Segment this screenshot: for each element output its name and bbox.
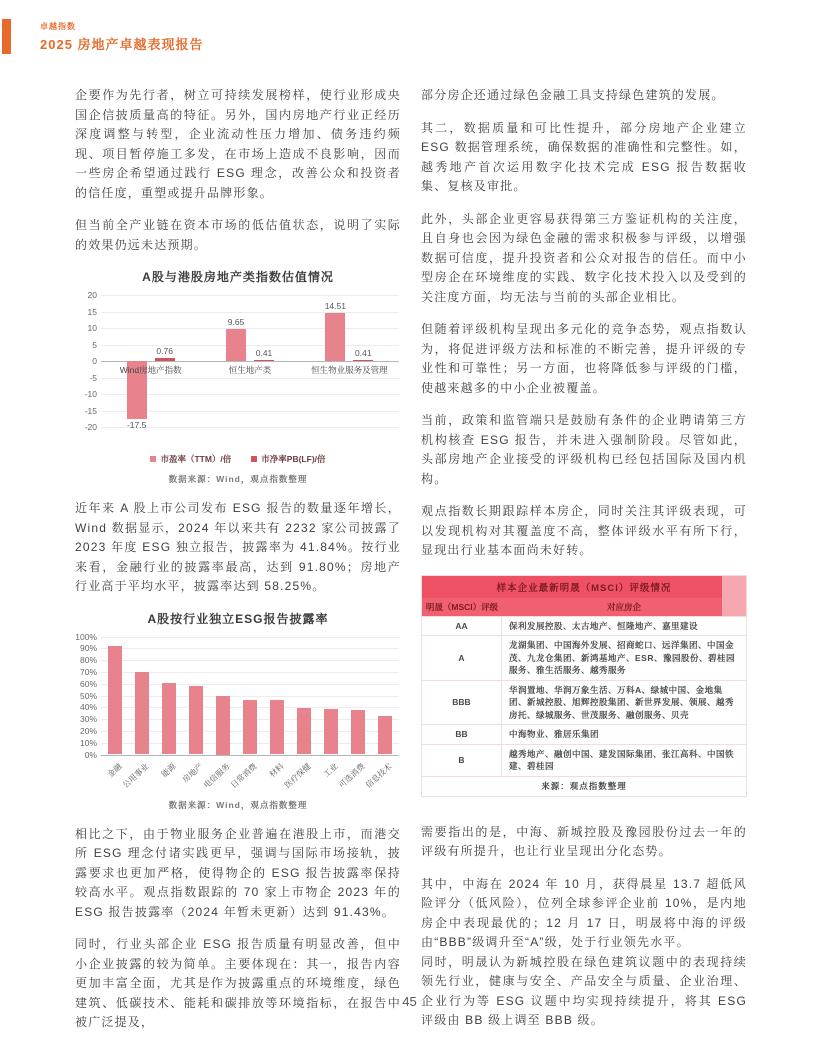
msci-table-col-rating: 明晟（MSCI）评级 [425,601,499,612]
table-row [422,616,746,636]
rating-cell: AA [422,617,502,636]
msci-table-col-companies: 对应房企 [606,601,641,612]
category-label: 材料 [267,761,286,779]
paragraph: 但当前全产业链在资本市场的低估值状态，说明了实际的效果仍远未达预期。 [75,218,401,252]
gridline [101,312,399,313]
bar-value-label: 0.41 [255,347,273,358]
gridline [101,648,399,649]
report-series-label: 卓越指数 [40,22,76,31]
paragraph: 部分房企还通过绿色金融工具支持绿色建筑的发展。 [421,88,725,102]
y-axis-tick: -15 [84,405,97,416]
paragraph: 相比之下，由于物业服务企业普遍在港股上市，而港交所 ESG 理念付诸实践更早，强调与国际市场接轨，披露要求也更加严格，使得物企的 ESG 报告披露率保持较高水平。观点指数跟踪的 70 家上市物企 2023 年的 ESG 报告披露率（2024 年暂未更新）达到 91.43%。 [75,826,401,919]
paragraph: 企要作为先行者，树立可持续发展榜样，使行业形成央国企信披质量高的特征。另外，国内房地产行业正经历深度调整与转型，企业流动性压力增加、债务违约频现、项目暂停施工多发，在市场上造成不良影响，因而一些房企希望通过践行 ESG 理念，改善公众和投资者的信任度，重塑或提升品牌形象。 [75,88,401,200]
valuation-chart-title: A股与港股房地产类指数估值情况 [142,270,334,284]
bar-value-label: 9.65 [227,317,245,328]
paragraph: 此外，头部企业更容易获得第三方鉴证机构的关注度，且自身也会因为绿色金融的需求积极参与评级，以增强数据可信度，提升投资者和公众对报告的信任。而中小型房企在环境维度的实践、数字化技术投入以及受到的关注度方面，均无法与当前的头部企业相比。 [421,211,747,304]
paragraph: 其中，中海在 2024 年 10 月，获得晨星 13.7 超低风险评分（低风险），位列全球参评企业前 10%，是内地房企中表现最优的；12 月 17 日，明晟将中海的评级由“BBB”级调升至“A”级，处于行业领先水平。 [421,876,747,949]
category-label: 信息技术 [364,761,395,790]
valuation-chart-source: 数据来源：Wind，观点指数整理 [168,474,308,484]
companies-cell: 越秀地产、融创中国、建发国际集团、张江高科、中国铁建、碧桂园 [509,748,735,771]
bar [108,646,122,754]
bar [162,683,176,754]
page-number: 45 [402,994,417,1009]
category-label: 工业 [322,761,340,779]
gridline [101,660,399,661]
bar [353,360,373,361]
category-label: 日常消费 [228,761,259,790]
bar-value-label: 0.41 [355,347,372,358]
category-label: Wind房地产指数 [119,365,182,375]
rating-cell: B [422,745,502,776]
gridline [101,328,399,329]
bar [135,672,149,755]
header-accent-bar [2,19,11,54]
gridline [101,345,399,346]
bar [270,700,284,754]
y-axis-tick: 0% [84,749,97,760]
category-label: 恒生物业服务及管理 [311,365,388,375]
y-axis-tick: 80% [79,655,97,666]
legend-swatch [150,456,156,462]
category-label: 公用事业 [120,761,151,790]
companies-cell: 保利发展控股、太古地产、恒隆地产、嘉里建设 [509,620,699,631]
bar-value-label: 14.51 [324,301,346,312]
gridline [101,637,399,638]
valuation-chart [75,268,401,485]
paragraph: 同时，行业头部企业 ESG 报告质量有明显改善，但中小企业披露的较为简单。主要体现在：其一，报告内容更加丰富全面，尤其是作为披露重点的环境维度，绿色建筑、低碳技术、能耗和碳排放等环境指标，在报告中被广泛提及， [75,937,401,1029]
gridline [101,295,399,296]
y-axis-tick: -10 [84,389,97,399]
bar [189,686,203,755]
paragraph: 同时，明晟认为新城控股在绿色建筑议题中的表现持续领先行业，健康与安全、产品安全与质量、企业治理、企业行为等 ESG 议题中均实现持续提升，将其 ESG 评级由 BB 级上调至 BBB 级。 [421,954,747,1027]
table-row [422,724,746,744]
table-row [422,680,746,725]
bar-value-label: -17.5 [126,419,147,430]
valuation-chart-legend [75,453,401,465]
msci-table-body [422,616,746,776]
table-row [422,744,746,776]
paragraph: 需要指出的是，中海、新城控股及豫园股份过去一年的评级有所提升，也让行业呈现出分化态势。 [421,824,747,858]
category-label: 金融 [105,761,124,779]
bar [226,329,246,361]
category-label: 能源 [159,761,178,779]
category-label: 可选消费 [337,761,368,790]
y-axis-tick: 30% [79,714,97,725]
right-column [421,86,747,1043]
bar [324,709,338,754]
companies-cell: 龙湖集团、中国海外发展、招商蛇口、远洋集团、中国金茂、九龙仓集团、新鸿基地产、ESR、豫园股份、碧桂园服务、雅生活服务、越秀服务 [509,640,735,675]
paragraph: 其二，数据质量和可比性提升，部分房地产企业建立 ESG 数据管理系统，确保数据的准确性和完整性。如，越秀地产首次运用数字化技术完成 ESG 报告数据收集、复核及审批。 [421,120,747,193]
legend-label: 市净率PB(LF)/倍 [261,454,326,464]
companies-cell: 华润置地、华润万象生活、万科A、绿城中国、金地集团、新城控股、旭辉控股集团、新世界发展、领展、越秀房托、绿城服务、世茂服务、融创服务、贝壳 [509,684,735,720]
rating-cell: BB [422,725,502,744]
y-axis-tick: 5 [92,339,97,350]
category-label: 电信服务 [201,761,232,790]
left-column [75,86,401,1043]
disclosure-chart [75,610,401,811]
paragraph: 近年来 A 股上市公司发布 ESG 报告的数量逐年增长，Wind 数据显示，2024 年以来共有 2232 家公司披露了 2023 年度 ESG 独立报告，披露率为 41.84%。按行业来看，金融行业的披露率最高，达到 91.80%；房地产行业高于平均水平，披露率达到 58.25%。 [75,501,401,593]
y-axis-tick: 10 [87,323,97,333]
legend-item [150,453,231,465]
category-label: 房地产 [180,761,205,784]
y-axis-tick: 15 [87,306,97,317]
y-axis-tick: 20% [79,725,97,736]
msci-rating-table [421,575,747,797]
y-axis-tick: 100% [75,631,97,642]
valuation-chart-plot [75,290,401,432]
msci-table-header [422,598,746,616]
bar-value-label: 0.76 [156,346,173,357]
disclosure-chart-plot [75,631,401,790]
report-title: 2025 房地产卓越表现报告 [40,37,204,52]
bar [297,708,311,755]
y-axis-tick: 10% [79,737,97,748]
bar [216,696,230,755]
gridline [101,755,399,756]
bar [155,358,175,361]
page-header [40,21,204,53]
msci-table-source: 来源：观点指数整理 [422,776,746,796]
paragraph: 观点指数长期跟踪样本房企，同时关注其评级表现，可以发现机构对其覆盖度不高，整体评级水平有所下行，显现出行业基本面尚未好转。 [421,504,747,557]
legend-label: 市盈率（TTM）/倍 [160,454,232,464]
y-axis-tick: 60% [79,678,97,689]
bar [243,700,257,754]
y-axis-tick: 0 [92,356,97,366]
rating-cell: BBB [422,681,502,725]
bar [351,710,365,755]
paragraph: 当前，政策和监管端只是鼓励有条件的企业聘请第三方机构核查 ESG 报告，并未进入强制阶段。尽管如此，头部房地产企业接受的评级机构已经包括国际及国内机构。 [421,413,747,486]
legend-swatch [251,456,257,462]
rating-cell: A [422,636,502,680]
y-axis-tick: 90% [79,643,97,654]
disclosure-chart-title: A股按行业独立ESG报告披露率 [147,611,329,626]
companies-cell: 中海物业、雅居乐集团 [509,729,600,739]
disclosure-chart-source: 数据来源：Wind，观点指数整理 [168,799,308,810]
msci-table-title: 样本企业最新明晟（MSCI）评级情况 [422,576,746,598]
y-axis-tick: 50% [79,690,97,701]
y-axis-tick: 70% [79,666,97,677]
y-axis-tick: -5 [89,372,97,383]
y-axis-tick: -20 [84,422,97,432]
y-axis-tick: 40% [79,702,97,713]
bar [325,313,345,361]
paragraph: 但随着评级机构呈现出多元化的竞争态势，观点指数认为，将促进评级方法和标准的不断完善，提升评级的专业性和可靠性；另一方面，也将降低参与评级的门槛，使越来越多的中小企业被覆盖。 [421,322,747,395]
table-row [422,635,746,680]
bar [378,716,392,754]
bar [254,360,274,361]
category-label: 医疗保健 [283,761,313,790]
legend-item [251,453,325,465]
content-columns [75,86,747,1043]
category-label: 恒生地产类 [228,365,272,375]
y-axis-tick: 20 [87,290,97,300]
